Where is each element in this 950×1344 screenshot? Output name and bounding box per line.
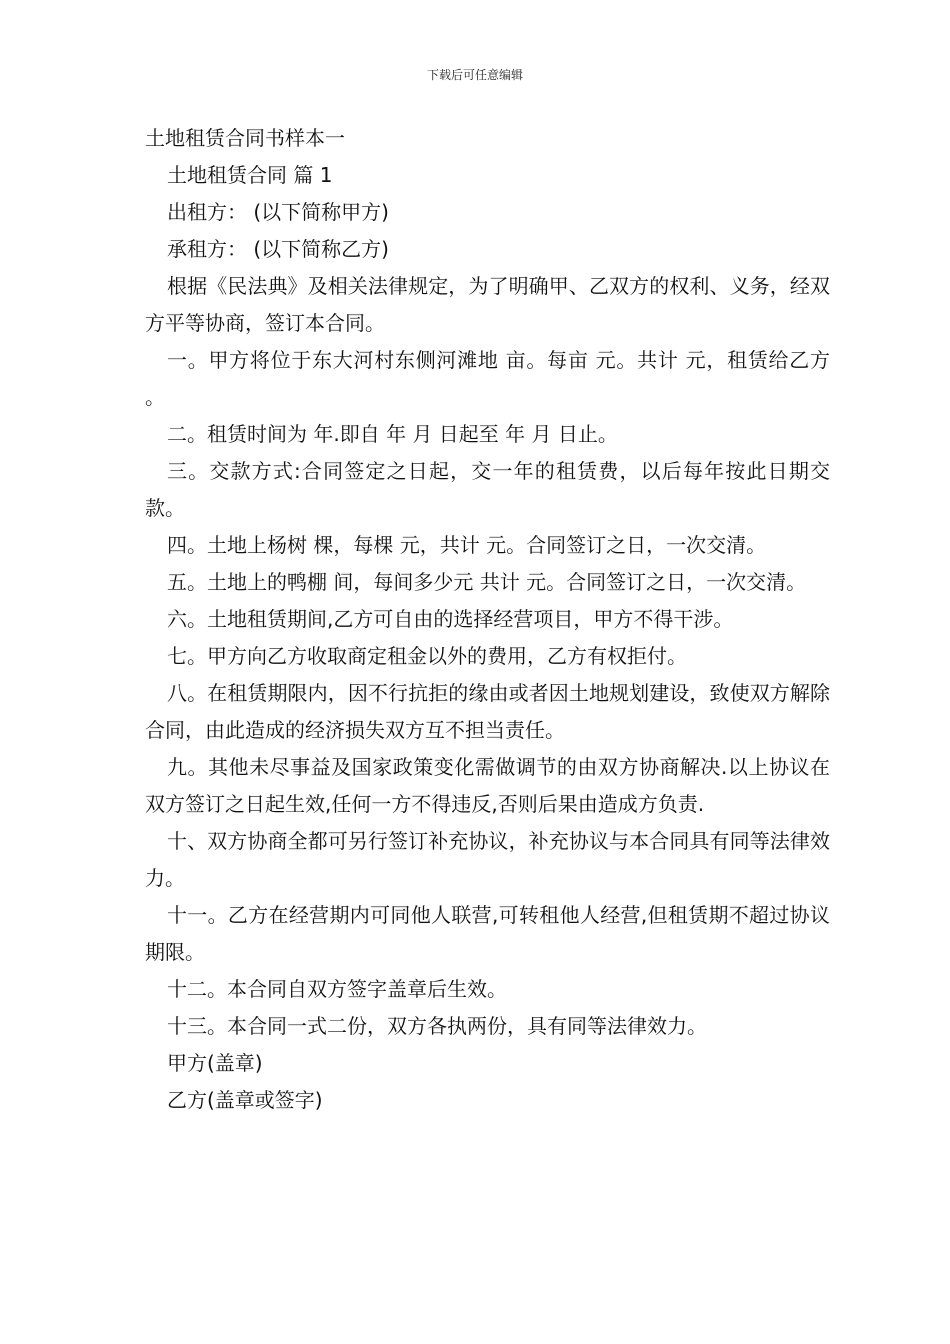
lessee-line: 承租方： (以下简称乙方) (167, 237, 389, 261)
clause-13: 十三。本合同一式二份，双方各执两份，具有同等法律效力。 (167, 1014, 707, 1038)
clause-7: 七。甲方向乙方收取商定租金以外的费用，乙方有权拒付。 (167, 644, 687, 668)
preamble-paragraph: 根据《民法典》及相关法律规定，为了明确甲、乙双方的权利、义务，经双方平等协商，签订本合同。 (145, 274, 830, 335)
document-title: 土地租赁合同书样本一 (145, 126, 345, 150)
clause-8: 八。在租赁期限内，因不行抗拒的缘由或者因土地规划建设，致使双方解除合同，由此造成的经济损失双方互不担当责任。 (145, 681, 830, 742)
clause-9: 九。其他未尽事益及国家政策变化需做调节的由双方协商解决.以上协议在双方签订之日起生效,任何一方不得违反,否则后果由造成方负责. (145, 755, 830, 816)
document-subtitle: 土地租赁合同 篇 1 (167, 163, 333, 187)
page-header-note: 下载后可任意编辑 (426, 68, 523, 82)
clause-3: 三。交款方式:合同签定之日起，交一年的租赁费，以后每年按此日期交款。 (145, 459, 830, 520)
party-b-signature: 乙方(盖章或签字) (167, 1088, 323, 1112)
clause-2: 二。租赁时间为 年.即自 年 月 日起至 年 月 日止。 (167, 422, 618, 446)
clause-1: 一。甲方将位于东大河村东侧河滩地 亩。每亩 元。共计 元，租赁给乙方 。 (145, 348, 830, 409)
clause-5: 五。土地上的鸭棚 间，每间多少元 共计 元。合同签订之日，一次交清。 (167, 570, 807, 594)
contract-document (145, 120, 830, 1119)
clause-4: 四。土地上杨树 棵，每棵 元，共计 元。合同签订之日，一次交清。 (167, 533, 767, 557)
clause-12: 十二。本合同自双方签字盖章后生效。 (167, 977, 507, 1001)
lessor-line: 出租方： (以下简称甲方) (167, 200, 389, 224)
clause-6: 六。土地租赁期间,乙方可自由的选择经营项目，甲方不得干涉。 (167, 607, 734, 631)
clause-11: 十一。乙方在经营期内可同他人联营,可转租他人经营,但租赁期不超过协议期限。 (145, 903, 830, 964)
party-a-signature: 甲方(盖章) (167, 1051, 263, 1075)
clause-10: 十、双方协商全都可另行签订补充协议，补充协议与本合同具有同等法律效力。 (145, 829, 830, 890)
